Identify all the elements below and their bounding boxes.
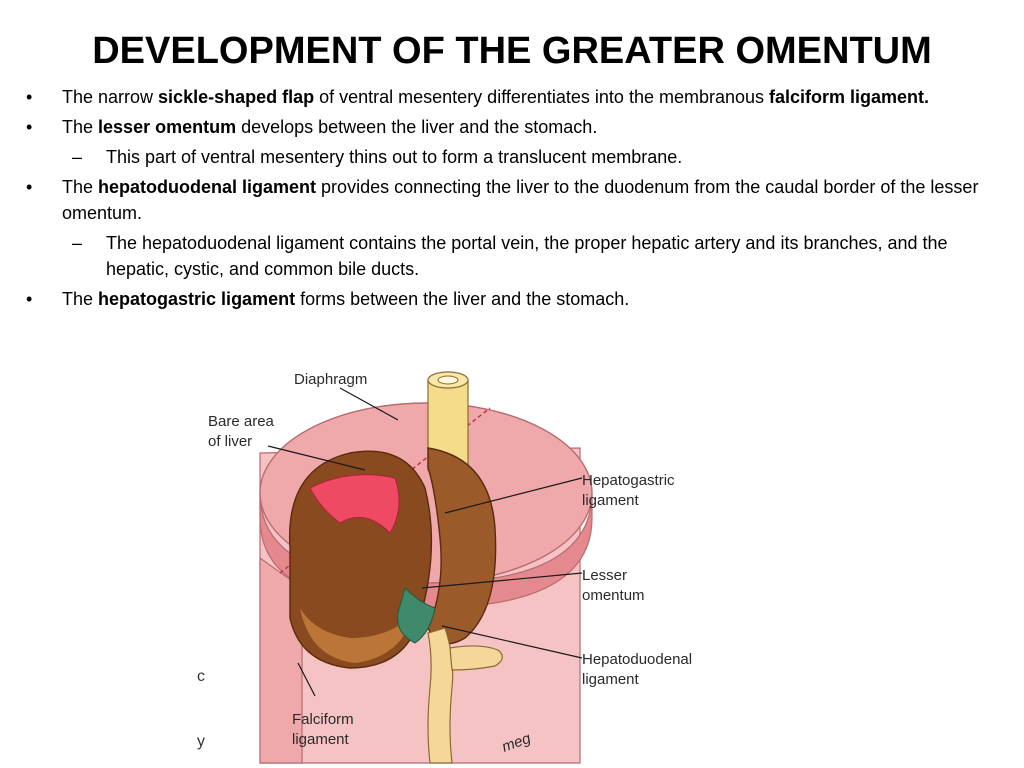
label-hepatoduodenal: Hepatoduodenal (582, 651, 693, 668)
label-falciform: Falciform (292, 711, 354, 728)
label-hepatogastric: Hepatogastric (582, 472, 675, 489)
label-bare-area-2: of liver (208, 433, 253, 450)
anatomy-svg (190, 358, 730, 768)
bullet-text: The (62, 117, 99, 137)
bullet-item (22, 114, 1007, 140)
label-hepatogastric-2: ligament (582, 492, 639, 509)
sub-bullet-text: The hepatoduodenal ligament contains the portal vein, the proper hepatic artery and its branches, and the hepatic, cystic, and common bile ducts. (106, 233, 948, 279)
bullet-text: forms between the liver and the stomach. (295, 289, 630, 309)
artist-signature: meg (499, 729, 533, 756)
label-falciform-2: ligament (292, 731, 349, 748)
sub-bullet-item (22, 144, 1007, 170)
bullet-item (22, 174, 1007, 226)
esophagus-lumen (438, 376, 458, 384)
bullet-bold-term: hepatogastric ligament (98, 289, 296, 309)
bullet-text: provides connecting the liver to the duodenum from the caudal border of the lesser omentum. (62, 177, 979, 223)
sub-bullet-marker: – (72, 147, 83, 167)
bullet-bold-term: falciform ligament. (769, 87, 930, 107)
label-lesser-omentum: Lesser (582, 567, 628, 584)
bullet-text: of ventral mesentery differentiates into the membranous (314, 87, 770, 107)
bullet-text: The narrow (62, 87, 159, 107)
anatomy-illustration (190, 358, 730, 768)
sub-bullet-text: This part of ventral mesentery thins out to form a translucent membrane. (106, 147, 683, 167)
label-hepatoduodenal-2: ligament (582, 671, 639, 688)
duodenum (428, 628, 453, 763)
bullet-item (22, 286, 1007, 312)
sub-bullet-item (22, 230, 1007, 282)
bullet-marker: • (26, 289, 33, 309)
sub-bullet-marker: – (72, 233, 83, 253)
bullet-marker: • (26, 87, 33, 107)
label-bare-area: Bare area (208, 413, 274, 430)
label-diaphragm: Diaphragm (294, 371, 368, 388)
slide-title: DEVELOPMENT OF THE GREATER OMENTUM (92, 30, 932, 72)
bullet-bold-term: lesser omentum (98, 117, 237, 137)
label-lesser-omentum-2: omentum (582, 587, 645, 604)
bullet-bold-term: sickle-shaped flap (158, 87, 315, 107)
bullet-text: The (62, 289, 99, 309)
bullet-bold-term: hepatoduodenal ligament (98, 177, 317, 197)
bullet-text: develops between the liver and the stomach. (236, 117, 598, 137)
bullet-text: The (62, 177, 99, 197)
cut-off-char: y (197, 733, 205, 750)
bullet-list (22, 84, 1007, 316)
bullet-item (22, 84, 1007, 110)
bullet-marker: • (26, 177, 33, 197)
bile-duct-branch (450, 646, 502, 670)
bullet-marker: • (26, 117, 33, 137)
cut-off-char: c (197, 668, 205, 685)
